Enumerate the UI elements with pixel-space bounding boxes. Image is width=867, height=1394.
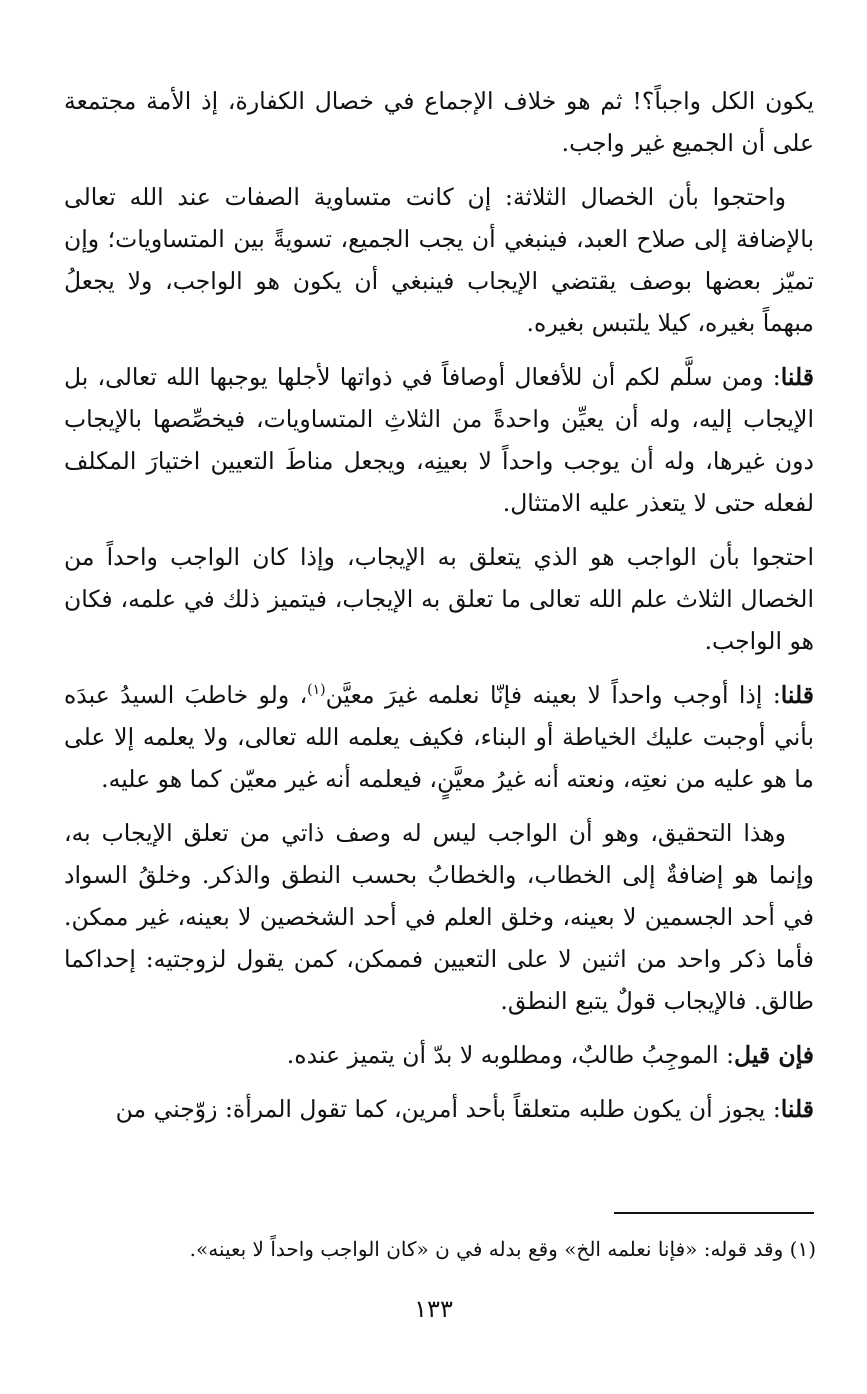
paragraph-lead: قلنا: [780, 681, 815, 709]
page-number: ١٣٣: [414, 1295, 453, 1323]
paragraph: [64, 356, 814, 524]
paragraph: [64, 1034, 814, 1076]
footnote-number: (١): [789, 1237, 816, 1261]
main-text: [64, 80, 814, 1142]
paragraph-text: : ومن سلَّم لكم أن للأفعال أوصافاً في ذواتها لأجلها يوجبها الله تعالى، بل الإيجاب إليه، وله أن يعيِّن واحدةً من الثلاثِ المتساويات، فيخصِّصها بالإيجاب دون غيرها، وله أن يوجب واحداً لا بعينِه، ويجعل مناطَ التعيين اختيارَ المكلف لفعله حتى لا يتعذر عليه الامتثال.: [64, 363, 814, 517]
paragraph: [64, 674, 814, 800]
paragraph-lead: قلنا: [780, 363, 814, 391]
paragraph-text: واحتجوا بأن الخصال الثلاثة: إن كانت متساوية الصفات عند الله تعالى بالإضافة إلى صلاح العبد، فينبغي أن يجب الجميع، تسويةً بين المتساويات؛ وإن تميّز بعضها بوصف يقتضي الإيجاب فينبغي أن يكون هو الواجب، ولا يجعلُ مبهماً بغيره، كيلا يلتبس بغيره.: [64, 183, 814, 337]
paragraph-text: : يجوز أن يكون طلبه متعلقاً بأحد أمرين، كما تقول المرأة: زوّجني من: [115, 1095, 781, 1123]
paragraph: [64, 176, 814, 344]
paragraph-text: يكون الكل واجباً؟! ثم هو خلاف الإجماع في خصال الكفارة، إذ الأمة مجتمعة على أن الجميع غير واجب.: [64, 87, 814, 157]
paragraph-lead: قلنا: [780, 1095, 814, 1123]
paragraph: [64, 536, 814, 662]
footnote-separator: [614, 1212, 814, 1214]
paragraph-text-continued: ، ولو خاطبَ السيدُ عبدَه بأني أوجبت عليك الخياطة أو البناء، فكيف يعلمه الله تعالى، ولا يعلمه إلا على ما هو عليه من نعتِه، ونعته أنه غيرُ معيَّنٍ، فيعلمه أنه غير معيّن كما هو عليه.: [64, 681, 814, 793]
footnote-text: وقد قوله: «فإنا نعلمه الخ» وقع بدله في ن «كان الواجب واحداً لا بعينه».: [189, 1237, 784, 1261]
footnote-reference: (١): [307, 682, 326, 699]
paragraph: [64, 812, 814, 1022]
paragraph-text: : إذا أوجب واحداً لا بعينه فإنّا نعلمه غيرَ معيَّن: [325, 681, 781, 709]
paragraph-text: وهذا التحقيق، وهو أن الواجب ليس له وصف ذاتي من تعلق الإيجاب به، وإنما هو إضافةٌ إلى الخطاب، والخطابُ بحسب النطق والذكر. وخلقُ السواد في أحد الجسمين لا بعينه، وخلق العلم في أحد الشخصين لا بعينه، غير ممكن. فأما ذكر واحد من اثنين لا على التعيين فممكن، كمن يقول لزوجتيه: إحداكما طالق. فالإيجاب قولٌ يتبع النطق.: [64, 819, 814, 1015]
paragraph: [64, 1088, 814, 1130]
paragraph-lead: فإن قيل: [734, 1041, 814, 1069]
paragraph-text: : الموجِبُ طالبٌ، ومطلوبه لا بدّ أن يتميز عنده.: [286, 1041, 735, 1069]
paragraph-text: احتجوا بأن الواجب هو الذي يتعلق به الإيجاب، وإذا كان الواجب واحداً من الخصال الثلاث علم الله تعالى ما تعلق به الإيجاب، فيتميز ذلك في علمه، فكان هو الواجب.: [64, 543, 814, 655]
footnote: [64, 1232, 816, 1266]
paragraph: [64, 80, 814, 164]
